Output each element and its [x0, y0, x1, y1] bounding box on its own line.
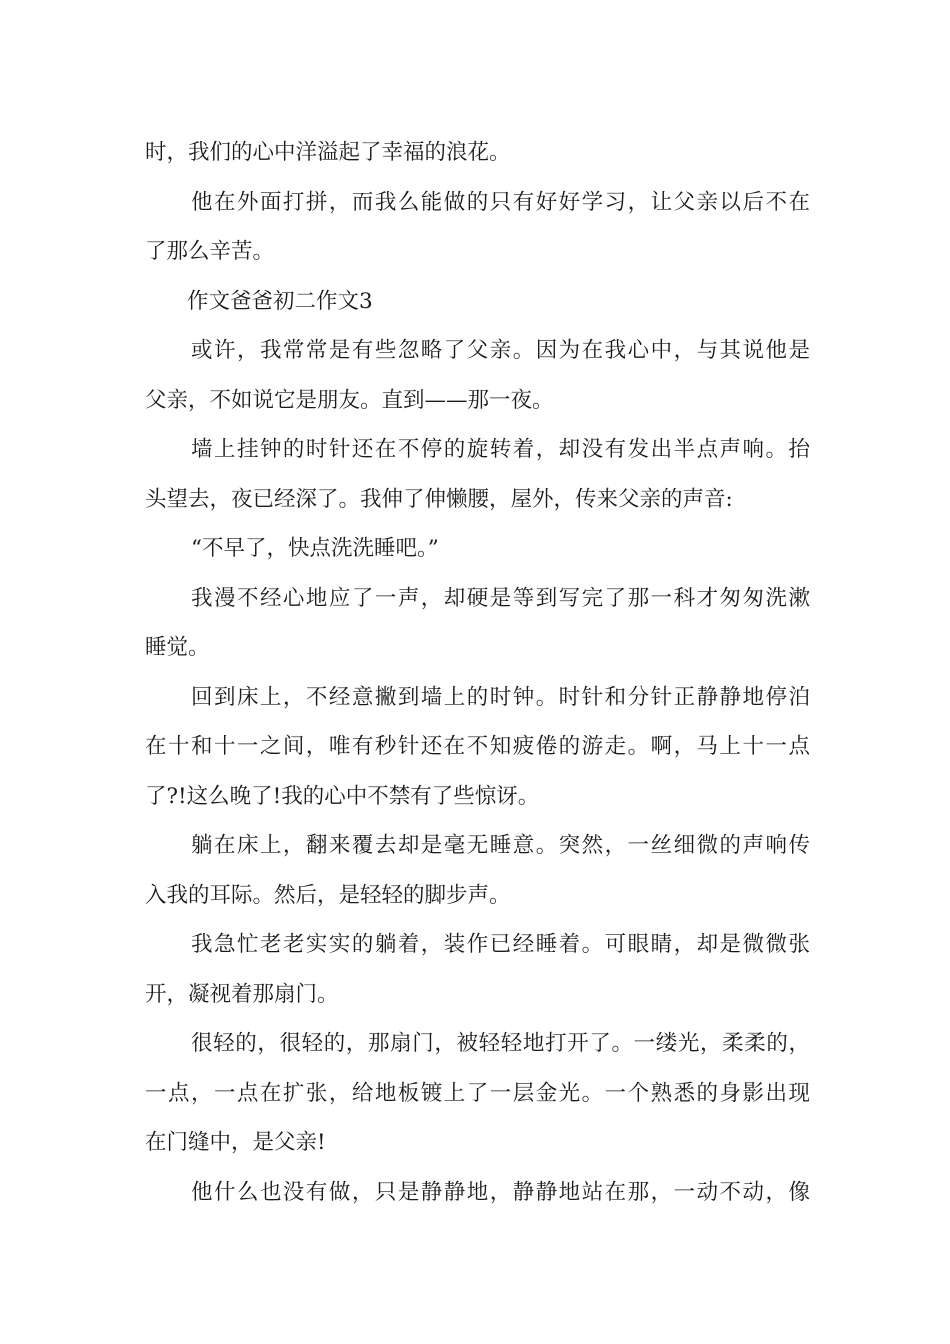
quoted-speech-line: “不早了，快点洗洗睡吧。”	[191, 536, 439, 561]
paragraph-line: 时，我们的心中洋溢起了幸福的浪花。	[145, 140, 511, 165]
paragraph-line: 很轻的，很轻的，那扇门，被轻轻地打开了。一缕光，柔柔的，	[191, 1031, 810, 1056]
paragraph-line: 了?!这么晚了!我的心中不禁有了些惊讶。	[145, 783, 540, 809]
paragraph-line: 我急忙老老实实的躺着，装作已经睡着。可眼睛，却是微微张	[191, 932, 810, 957]
paragraph-line: 墙上挂钟的时针还在不停的旋转着，却没有发出半点声响。抬	[191, 437, 810, 462]
paragraph-line: 在门缝中，是父亲!	[145, 1130, 326, 1155]
paragraph-line: 头望去，夜已经深了。我伸了伸懒腰，屋外，传来父亲的声音:	[145, 486, 733, 512]
paragraph-line: 父亲，不如说它是朋友。直到——那一夜。	[145, 387, 554, 413]
paragraph-line: 了那么辛苦。	[145, 239, 275, 264]
paragraph-line: 躺在床上，翻来覆去却是毫无睡意。突然，一丝细微的声响传	[191, 833, 810, 858]
paragraph-line: 在十和十一之间，唯有秒针还在不知疲倦的游走。啊，马上十一点	[145, 734, 810, 759]
essay-text	[145, 128, 810, 1217]
paragraph-line: 我漫不经心地应了一声，却硬是等到写完了那一科才匆匆洗漱	[191, 585, 810, 611]
paragraph-line: 一点，一点在扩张，给地板镀上了一层金光。一个熟悉的身影出现	[145, 1080, 810, 1106]
paragraph-line: 睡觉。	[145, 635, 210, 660]
essay-heading: 作文爸爸初二作文3	[187, 288, 373, 314]
paragraph-line: 开，凝视着那扇门。	[145, 981, 339, 1007]
paragraph-line: 他在外面打拼，而我么能做的只有好好学习，让父亲以后不在	[191, 189, 810, 215]
paragraph-line: 回到床上，不经意撇到墙上的时钟。时针和分针正静静地停泊	[191, 684, 810, 710]
paragraph-line: 入我的耳际。然后，是轻轻的脚步声。	[145, 882, 511, 908]
paragraph-line: 他什么也没有做，只是静静地，静静地站在那，一动不动，像	[191, 1179, 810, 1205]
paragraph-line: 或许，我常常是有些忽略了父亲。因为在我心中，与其说他是	[191, 338, 810, 363]
